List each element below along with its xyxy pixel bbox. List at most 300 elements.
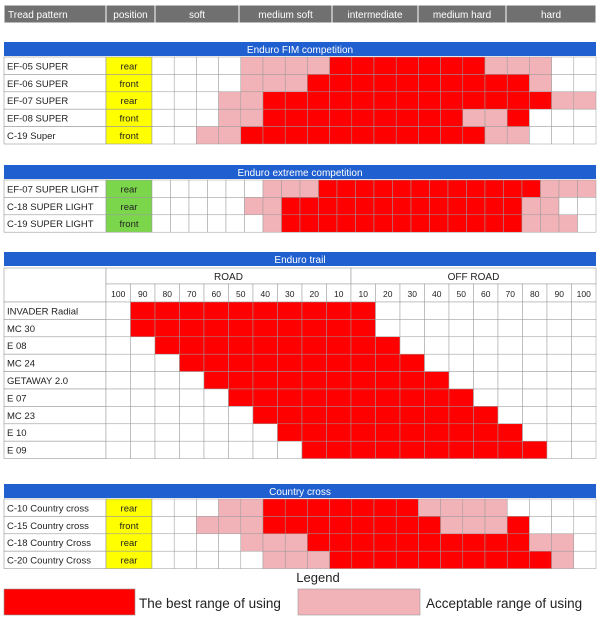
range-cell (180, 441, 205, 458)
tread-pattern-label: MC 23 (7, 410, 35, 422)
range-cell (425, 354, 450, 371)
range-cell (374, 215, 393, 232)
range-cell (302, 406, 327, 423)
range-cell (376, 337, 401, 354)
range-cell (229, 372, 254, 389)
range-cell (204, 389, 229, 406)
range-cell (448, 180, 467, 197)
range-cell (226, 197, 245, 214)
range-cell (278, 354, 303, 371)
range-cell (219, 92, 241, 109)
range-cell (152, 516, 174, 533)
range-cell (152, 92, 174, 109)
tread-pattern-label: EF-07 SUPER LIGHT (7, 184, 99, 196)
range-cell (574, 109, 596, 126)
range-cell (552, 534, 574, 551)
range-cell (463, 92, 485, 109)
range-cell (131, 406, 156, 423)
range-cell (152, 127, 174, 144)
range-cell (327, 337, 352, 354)
header-label: Tread pattern (8, 10, 68, 21)
range-cell (529, 92, 551, 109)
range-cell (229, 302, 254, 319)
range-cell (572, 354, 597, 371)
range-cell (278, 441, 303, 458)
range-cell (263, 551, 285, 568)
range-cell (263, 516, 285, 533)
group-label: ROAD (214, 272, 243, 283)
range-cell (578, 197, 597, 214)
range-cell (351, 354, 376, 371)
position-label: rear (120, 96, 138, 108)
tread-pattern-label: C-20 Country Cross (7, 555, 91, 567)
tread-pattern-label: C-19 Super (7, 131, 56, 142)
range-cell (523, 337, 548, 354)
range-cell (196, 516, 218, 533)
tread-pattern-label: EF-06 SUPER (7, 78, 69, 90)
range-cell (376, 389, 401, 406)
range-cell (245, 215, 264, 232)
range-cell (351, 337, 376, 354)
range-cell (523, 372, 548, 389)
range-cell (226, 180, 245, 197)
range-cell (241, 74, 263, 91)
range-cell (330, 516, 352, 533)
range-cell (393, 215, 412, 232)
range-cell (467, 180, 486, 197)
trail-header-spacer (4, 268, 106, 302)
position-label: rear (120, 184, 138, 196)
range-cell (229, 337, 254, 354)
range-cell (174, 127, 196, 144)
range-cell (330, 534, 352, 551)
range-cell (430, 180, 449, 197)
range-cell (131, 302, 156, 319)
range-cell (152, 180, 171, 197)
range-cell (180, 302, 205, 319)
range-cell (474, 319, 499, 336)
range-cell (330, 57, 352, 74)
range-cell (285, 109, 307, 126)
range-cell (219, 534, 241, 551)
range-cell (463, 534, 485, 551)
range-cell (352, 74, 374, 91)
range-cell (229, 319, 254, 336)
range-cell (204, 302, 229, 319)
range-cell (449, 441, 474, 458)
range-cell (241, 92, 263, 109)
range-cell (327, 406, 352, 423)
range-cell (106, 372, 131, 389)
range-cell (572, 389, 597, 406)
range-cell (263, 180, 282, 197)
range-cell (131, 372, 156, 389)
range-cell (418, 516, 440, 533)
position-label: front (119, 219, 139, 231)
range-cell (574, 516, 596, 533)
range-cell (180, 424, 205, 441)
range-cell (253, 441, 278, 458)
range-cell (485, 551, 507, 568)
range-cell (330, 92, 352, 109)
scale-tick-label: 60 (481, 289, 491, 299)
range-cell (572, 337, 597, 354)
range-cell (507, 74, 529, 91)
range-cell (351, 319, 376, 336)
range-cell (302, 319, 327, 336)
range-cell (131, 441, 156, 458)
range-cell (474, 441, 499, 458)
range-cell (529, 109, 551, 126)
range-cell (522, 180, 541, 197)
range-cell (425, 319, 450, 336)
range-cell (441, 551, 463, 568)
position-label: rear (120, 538, 138, 550)
range-cell (507, 516, 529, 533)
range-cell (374, 551, 396, 568)
range-cell (376, 441, 401, 458)
range-cell (155, 424, 180, 441)
range-cell (474, 372, 499, 389)
range-cell (106, 441, 131, 458)
range-cell (263, 197, 282, 214)
range-cell (474, 354, 499, 371)
range-cell (396, 127, 418, 144)
range-cell (411, 197, 430, 214)
range-cell (106, 319, 131, 336)
range-cell (180, 319, 205, 336)
scale-tick-label: 90 (138, 289, 148, 299)
range-cell (529, 127, 551, 144)
range-cell (300, 215, 319, 232)
tread-pattern-label: E 10 (7, 428, 27, 440)
range-cell (463, 74, 485, 91)
range-cell (302, 389, 327, 406)
range-cell (485, 180, 504, 197)
scale-tick-label: 30 (285, 289, 295, 299)
range-cell (552, 109, 574, 126)
header-label: medium soft (258, 10, 313, 21)
range-cell (578, 180, 597, 197)
range-cell (282, 197, 301, 214)
range-cell (245, 180, 264, 197)
range-cell (174, 92, 196, 109)
range-cell (204, 406, 229, 423)
section-title: Enduro trail (274, 255, 326, 266)
range-cell (418, 109, 440, 126)
range-cell (356, 180, 375, 197)
range-cell (374, 197, 393, 214)
range-cell (155, 337, 180, 354)
range-cell (529, 499, 551, 516)
range-cell (171, 215, 190, 232)
range-cell (541, 215, 560, 232)
range-cell (374, 534, 396, 551)
range-cell (302, 372, 327, 389)
range-cell (448, 197, 467, 214)
range-cell (529, 534, 551, 551)
range-cell (330, 499, 352, 516)
range-cell (547, 354, 572, 371)
range-cell (485, 197, 504, 214)
range-cell (463, 109, 485, 126)
range-cell (574, 92, 596, 109)
range-cell (307, 499, 329, 516)
range-cell (319, 180, 338, 197)
range-cell (374, 92, 396, 109)
range-cell (285, 534, 307, 551)
range-cell (485, 92, 507, 109)
range-cell (449, 406, 474, 423)
range-cell (552, 127, 574, 144)
range-cell (400, 319, 425, 336)
range-cell (174, 551, 196, 568)
range-cell (523, 354, 548, 371)
range-cell (253, 389, 278, 406)
range-cell (448, 215, 467, 232)
position-label: rear (120, 555, 138, 567)
range-cell (351, 372, 376, 389)
header-label: hard (540, 10, 562, 21)
range-cell (507, 92, 529, 109)
range-cell (449, 319, 474, 336)
range-cell (174, 74, 196, 91)
position-label: front (119, 113, 139, 125)
range-cell (180, 337, 205, 354)
range-cell (547, 406, 572, 423)
range-cell (327, 424, 352, 441)
tread-pattern-label: C-10 Country cross (7, 503, 89, 515)
range-cell (547, 372, 572, 389)
range-cell (152, 499, 174, 516)
range-cell (467, 197, 486, 214)
range-cell (219, 109, 241, 126)
range-cell (441, 92, 463, 109)
scale-tick-label: 70 (505, 289, 515, 299)
range-cell (552, 516, 574, 533)
range-cell (208, 215, 227, 232)
range-cell (171, 180, 190, 197)
range-cell (474, 424, 499, 441)
range-cell (547, 424, 572, 441)
header-label: intermediate (347, 10, 403, 21)
range-cell (418, 74, 440, 91)
range-cell (219, 551, 241, 568)
scale-tick-label: 90 (554, 289, 564, 299)
range-cell (229, 389, 254, 406)
range-cell (285, 551, 307, 568)
range-cell (441, 74, 463, 91)
range-cell (327, 389, 352, 406)
tread-pattern-label: MC 24 (7, 358, 35, 370)
range-cell (574, 57, 596, 74)
group-label: OFF ROAD (447, 272, 500, 283)
range-cell (559, 197, 578, 214)
range-cell (241, 127, 263, 144)
range-cell (152, 109, 174, 126)
range-cell (467, 215, 486, 232)
legend-title: Legend (296, 570, 340, 585)
range-cell (498, 372, 523, 389)
range-cell (253, 354, 278, 371)
range-cell (485, 127, 507, 144)
range-cell (352, 516, 374, 533)
range-cell (425, 337, 450, 354)
range-cell (574, 551, 596, 568)
range-cell (263, 109, 285, 126)
range-cell (327, 441, 352, 458)
range-cell (523, 424, 548, 441)
range-cell (485, 215, 504, 232)
range-cell (356, 197, 375, 214)
range-cell (204, 354, 229, 371)
range-cell (396, 57, 418, 74)
range-cell (572, 424, 597, 441)
range-cell (131, 354, 156, 371)
range-cell (152, 197, 171, 214)
range-cell (474, 302, 499, 319)
range-cell (307, 516, 329, 533)
tread-pattern-label: MC 30 (7, 323, 35, 335)
range-cell (396, 499, 418, 516)
tread-pattern-label: C-18 Country Cross (7, 538, 91, 550)
range-cell (189, 215, 208, 232)
range-cell (504, 215, 523, 232)
range-cell (263, 92, 285, 109)
range-cell (285, 516, 307, 533)
scale-tick-label: 40 (260, 289, 270, 299)
range-cell (106, 302, 131, 319)
range-cell (204, 319, 229, 336)
range-cell (204, 372, 229, 389)
range-cell (189, 197, 208, 214)
range-cell (196, 74, 218, 91)
range-cell (285, 499, 307, 516)
range-cell (196, 499, 218, 516)
range-cell (463, 127, 485, 144)
range-cell (507, 551, 529, 568)
range-cell (253, 406, 278, 423)
range-cell (463, 499, 485, 516)
range-cell (351, 424, 376, 441)
range-cell (547, 337, 572, 354)
range-cell (330, 127, 352, 144)
range-cell (219, 127, 241, 144)
range-cell (155, 354, 180, 371)
position-label: rear (120, 503, 138, 515)
section-title: Enduro extreme competition (237, 168, 363, 179)
range-cell (131, 319, 156, 336)
range-cell (155, 319, 180, 336)
range-cell (572, 406, 597, 423)
range-cell (263, 499, 285, 516)
range-cell (253, 372, 278, 389)
range-cell (285, 57, 307, 74)
tread-pattern-label: EF-05 SUPER (7, 61, 69, 73)
range-cell (400, 302, 425, 319)
range-cell (376, 302, 401, 319)
range-cell (152, 74, 174, 91)
scale-tick-label: 30 (407, 289, 417, 299)
range-cell (572, 302, 597, 319)
range-cell (552, 57, 574, 74)
range-cell (131, 389, 156, 406)
range-cell (300, 197, 319, 214)
range-cell (155, 302, 180, 319)
legend-label-acceptable: Acceptable range of using (426, 596, 583, 611)
range-cell (196, 551, 218, 568)
range-cell (307, 127, 329, 144)
range-cell (396, 516, 418, 533)
range-cell (307, 109, 329, 126)
range-cell (229, 424, 254, 441)
range-cell (559, 215, 578, 232)
range-cell (376, 424, 401, 441)
range-cell (263, 215, 282, 232)
range-cell (219, 57, 241, 74)
range-cell (441, 534, 463, 551)
range-cell (425, 389, 450, 406)
range-cell (374, 180, 393, 197)
range-cell (393, 197, 412, 214)
range-cell (498, 319, 523, 336)
range-cell (374, 109, 396, 126)
range-cell (152, 551, 174, 568)
range-cell (552, 92, 574, 109)
range-cell (529, 74, 551, 91)
range-cell (463, 551, 485, 568)
range-cell (411, 180, 430, 197)
range-cell (106, 337, 131, 354)
range-cell (400, 389, 425, 406)
header-label: soft (188, 10, 206, 21)
range-cell (152, 534, 174, 551)
range-cell (278, 372, 303, 389)
range-cell (474, 406, 499, 423)
scale-tick-label: 10 (358, 289, 368, 299)
range-cell (541, 197, 560, 214)
range-cell (208, 180, 227, 197)
range-cell (278, 424, 303, 441)
range-cell (229, 441, 254, 458)
range-cell (552, 551, 574, 568)
range-cell (278, 302, 303, 319)
range-cell (425, 406, 450, 423)
range-cell (449, 389, 474, 406)
range-cell (152, 57, 174, 74)
range-cell (400, 424, 425, 441)
range-cell (174, 516, 196, 533)
range-cell (204, 337, 229, 354)
range-cell (441, 516, 463, 533)
range-cell (507, 109, 529, 126)
range-cell (282, 180, 301, 197)
range-cell (180, 389, 205, 406)
range-cell (485, 109, 507, 126)
range-cell (302, 441, 327, 458)
position-label: rear (120, 201, 138, 213)
range-cell (425, 424, 450, 441)
range-cell (352, 109, 374, 126)
tread-pattern-label: E 09 (7, 445, 27, 457)
range-cell (572, 372, 597, 389)
range-cell (504, 197, 523, 214)
range-cell (180, 406, 205, 423)
range-cell (418, 551, 440, 568)
range-cell (352, 499, 374, 516)
range-cell (376, 319, 401, 336)
range-cell (307, 534, 329, 551)
